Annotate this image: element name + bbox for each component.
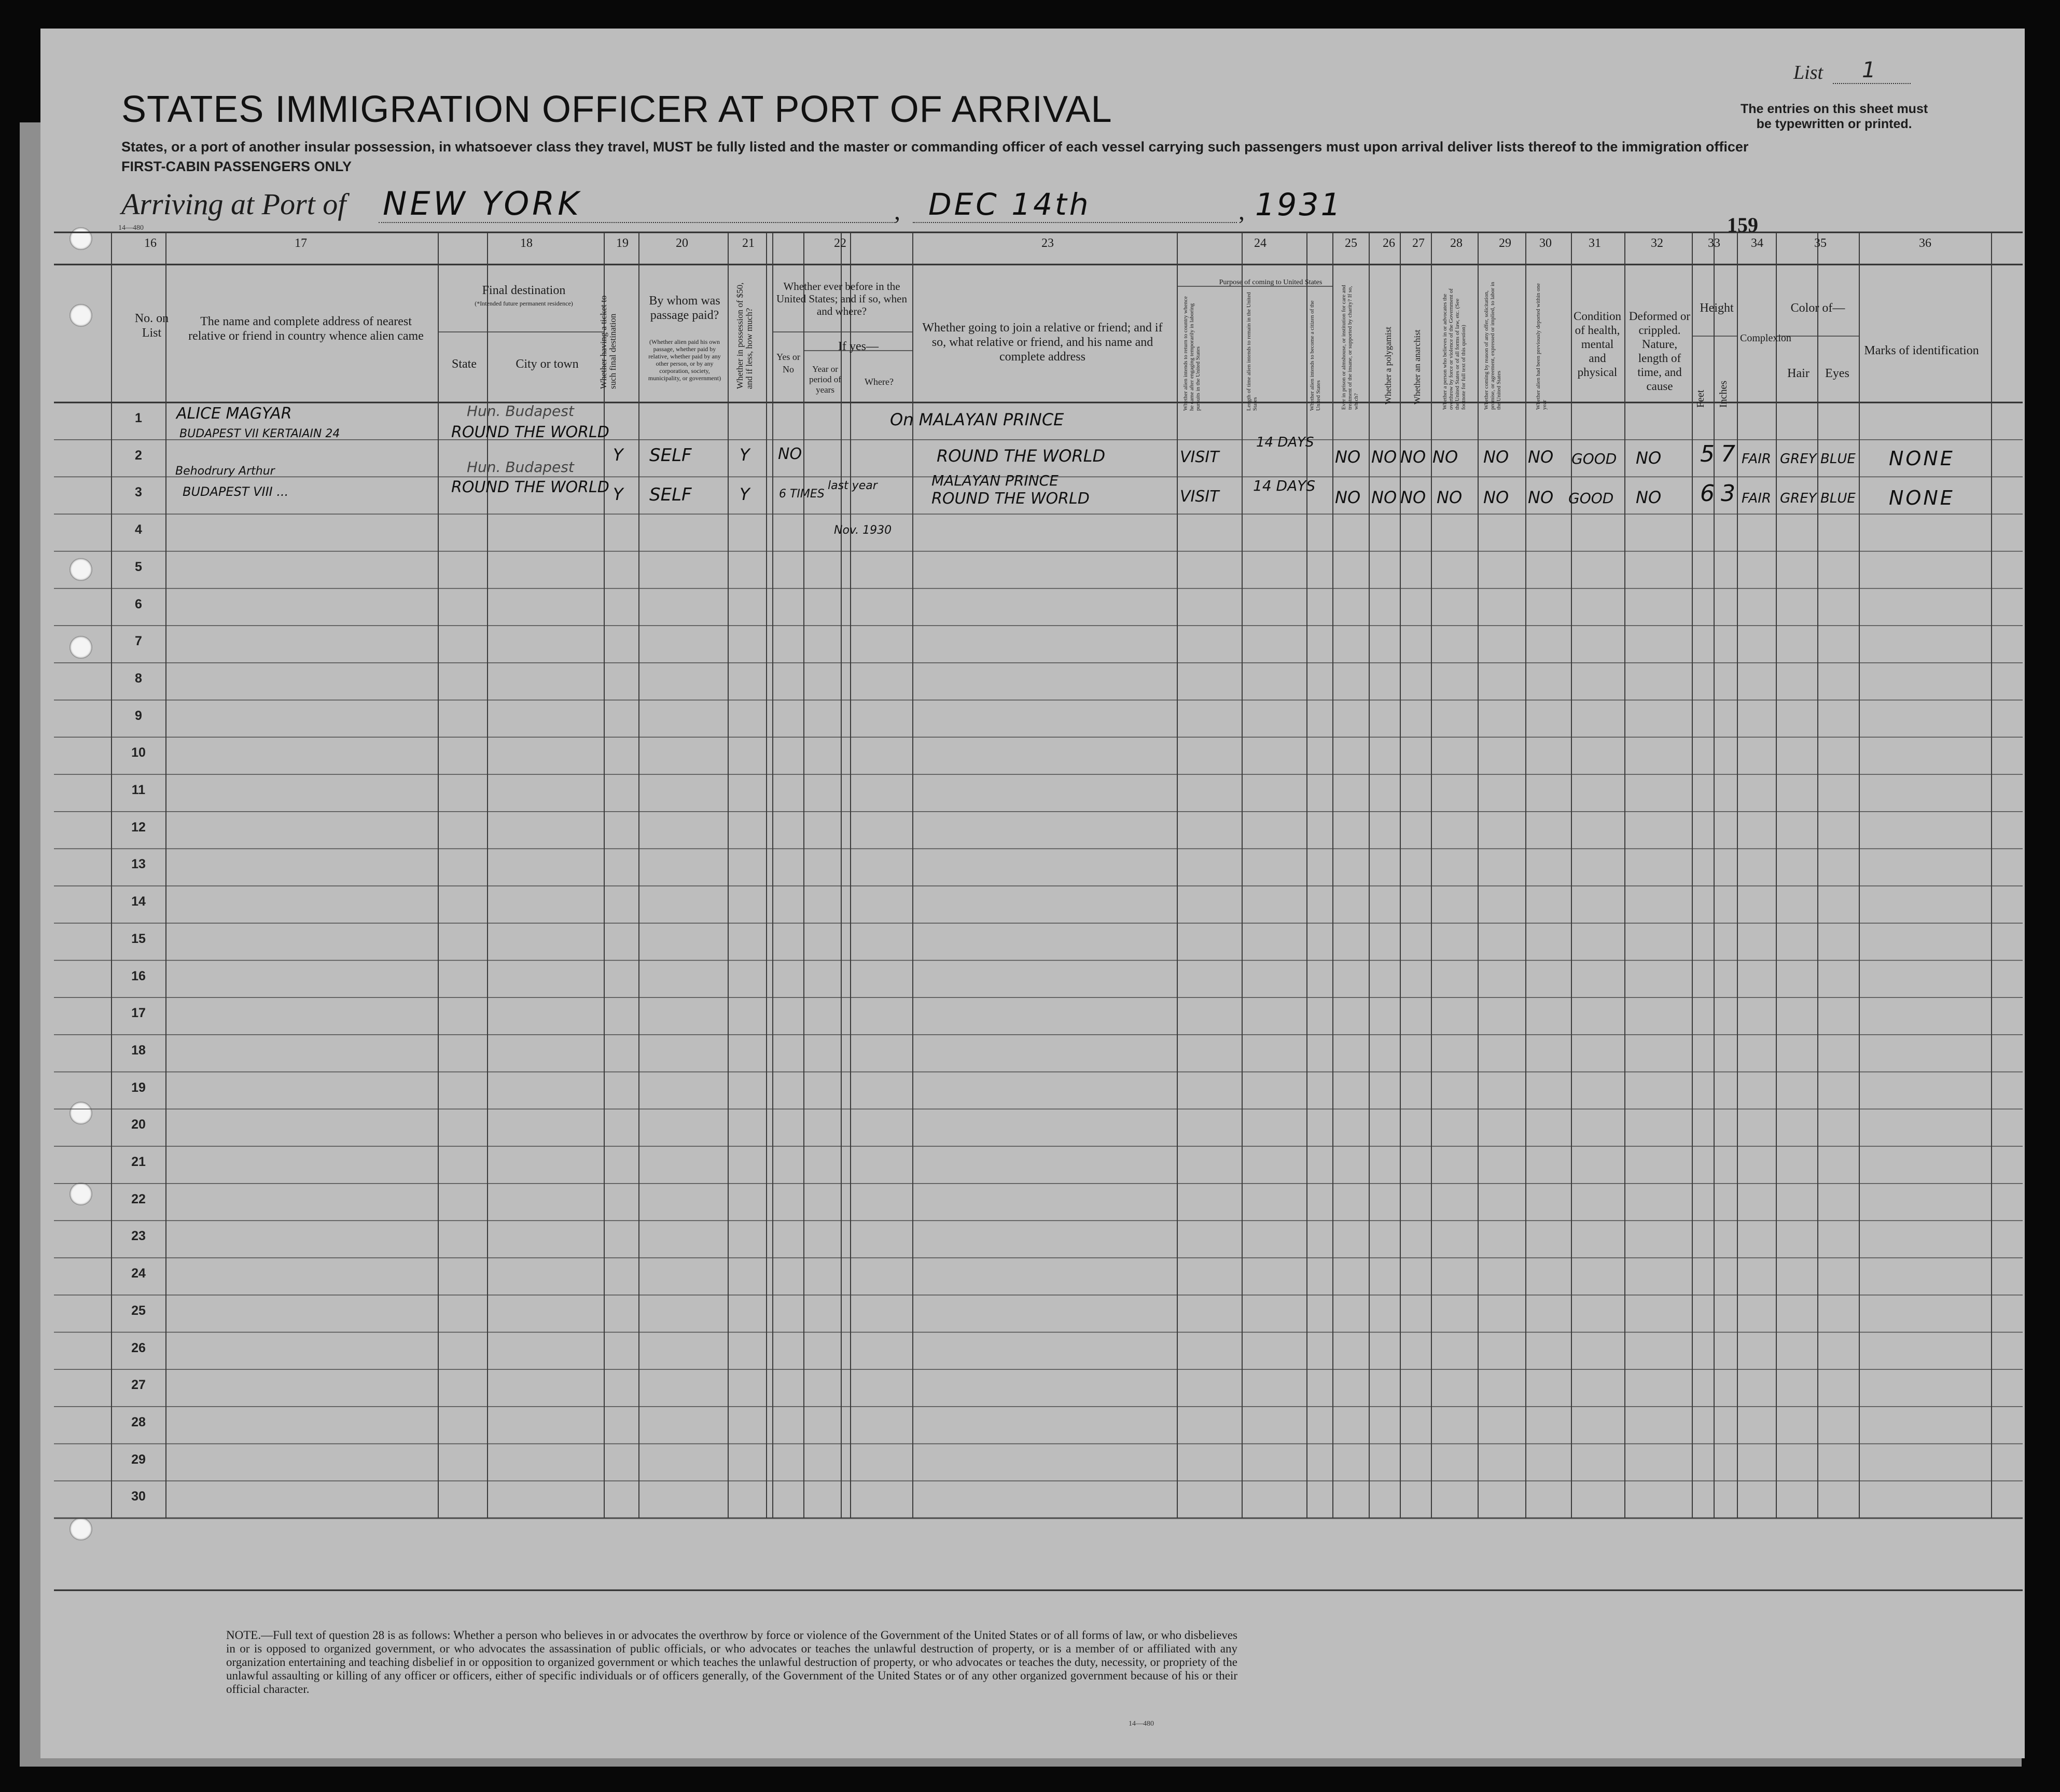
footer-code: 14—480 — [1129, 1720, 1154, 1728]
row2-health: GOOD — [1568, 490, 1614, 507]
header-feet: Feet — [1695, 390, 1706, 408]
row2-before-where: Nov. 1930 — [834, 524, 892, 537]
row-number: 30 — [131, 1489, 146, 1504]
row-number: 16 — [131, 968, 146, 983]
row-number: 6 — [135, 596, 142, 612]
entries-note-line: be typewritten or printed. — [1756, 117, 1912, 131]
list-number: 1 — [1862, 57, 1876, 82]
column-number: 26 — [1383, 237, 1395, 250]
header-purpose-return: Whether alien intends to return to country whence he came after engaging temporarily in laboring pursuits in the United States — [1182, 296, 1201, 411]
header-final-destination-note: (*Intended future permanent residence) — [475, 300, 573, 307]
row-number: 4 — [135, 522, 142, 537]
row-number: 17 — [131, 1006, 146, 1021]
row-number: 7 — [135, 634, 142, 649]
header-purpose: Purpose of coming to United States — [1219, 279, 1323, 286]
row-number: 2 — [135, 448, 142, 463]
column-number: 32 — [1651, 237, 1663, 250]
row-number: 9 — [135, 708, 142, 723]
column-number: 36 — [1919, 237, 1931, 250]
row-number: 3 — [135, 485, 142, 500]
column-number: 23 — [1041, 237, 1054, 250]
header-if-yes: If yes— — [838, 340, 879, 353]
row-number: 19 — [131, 1080, 146, 1095]
page-title: STATES IMMIGRATION OFFICER AT PORT OF ARRIVAL — [121, 89, 1112, 130]
row2-inches: 3 — [1721, 480, 1735, 507]
row-number: 13 — [131, 857, 146, 872]
header-q30: Whether alien had been previously deported within one year — [1535, 283, 1548, 410]
row1-paid-by: SELF — [649, 445, 692, 466]
header-eyes: Eyes — [1825, 367, 1849, 380]
row1-q28: NO — [1432, 447, 1458, 467]
row-number: 12 — [131, 819, 146, 835]
header-q29: Whether coming by reason of any offer, solicitation, promise, or agreement, expressed or implied, to labor in the United States — [1483, 282, 1502, 410]
header-height: Height — [1700, 301, 1734, 315]
header-hair: Hair — [1787, 367, 1810, 380]
column-number: 20 — [676, 237, 688, 250]
row-number: 11 — [131, 783, 146, 797]
header-purpose-citizen: Whether alien intends to become a citizen of the United States — [1309, 300, 1321, 411]
header-purpose-length: Length of time alien intends to remain in the United States — [1246, 292, 1258, 411]
header-polygamist: Whether a polygamist — [1383, 326, 1393, 405]
row1-hair: GREY — [1780, 451, 1817, 467]
column-number: 35 — [1814, 237, 1827, 250]
entries-note-line: The entries on this sheet must — [1741, 102, 1928, 116]
row2-destination: ROUND THE WORLD — [451, 478, 609, 496]
row-number: 8 — [135, 671, 142, 686]
row1-before: NO — [778, 445, 802, 463]
header-marks: Marks of identification — [1864, 344, 1979, 357]
row2-fifty: Y — [740, 484, 750, 504]
row1-prison: NO — [1335, 447, 1361, 467]
column-number: 25 — [1345, 237, 1357, 250]
header-ticket: Whether having a ticket to such final destination — [598, 295, 618, 389]
column-number: 31 — [1589, 237, 1601, 250]
row1-q30: NO — [1528, 447, 1554, 467]
row2-feet: 6 — [1700, 480, 1715, 507]
header-color-of: Color of— — [1790, 301, 1845, 315]
column-number: 28 — [1450, 237, 1463, 250]
row1-polygamist: NO — [1371, 447, 1397, 467]
row-number: 22 — [131, 1191, 146, 1206]
row1-relative-address: BUDAPEST VII KERTAIAIN 24 — [179, 427, 340, 440]
column-number: 27 — [1412, 237, 1425, 250]
row2-length: 14 DAYS — [1253, 477, 1316, 494]
header-state: State — [452, 357, 477, 371]
row2-q28: NO — [1437, 488, 1463, 507]
row2-complexion: FAIR — [1742, 491, 1771, 506]
column-number: 24 — [1254, 237, 1266, 250]
header-deformed: Deformed or crippled. Nature, length of time, and cause — [1628, 310, 1691, 393]
date-value: DEC 14th — [928, 187, 1091, 222]
row-number: 5 — [135, 559, 142, 574]
row-number: 18 — [131, 1043, 146, 1058]
row1-anarchist: NO — [1400, 447, 1426, 467]
comma: , — [1238, 198, 1245, 225]
row2-destination-note: Hun. Budapest — [467, 459, 574, 476]
row2-before-period: last year — [828, 479, 878, 492]
form-code: 14—480 — [118, 224, 144, 232]
footnote: NOTE.—Full text of question 28 is as follows: Whether a person who believes in or advocates the overthrow by force or violence of the Government of the United States or of all forms of law, or who disbelieves in or is opposed to organized government, or who advocates the assassination of public officials, or who advocates or teaches the unlawful destruction of property, or is a member of or affiliated with any organization entertaining and teaching disbelief in or opposition to organized government or which teaches the unlawful destruction of property, or who advocates or teaches the duty, necessity, or propriety of the unlawful assaulting or killing of any officer or officers, either of specific individuals or of officers generally, of the Government of the United States or of any other organized government because of his or their official character. — [226, 1629, 1237, 1696]
row-number: 15 — [131, 931, 146, 946]
row1-q29: NO — [1483, 447, 1509, 467]
row1-inches: 7 — [1721, 441, 1735, 467]
row1-joining-ship: On MALAYAN PRINCE — [890, 410, 1064, 429]
header-joining: Whether going to join a relative or friend; and if so, what relative or friend, and his name and complete address — [922, 321, 1163, 364]
row1-relative-name: ALICE MAGYAR — [176, 405, 292, 423]
row-number: 25 — [131, 1303, 146, 1318]
row2-q30: NO — [1528, 488, 1554, 507]
row1-deformed: NO — [1636, 448, 1662, 468]
instruction-text: States, or a port of another insular possession, in whatsoever class they travel, MUST be fully listed and the master or commanding officer of each vessel carrying such passengers must upon arrival deliver lists thereof to the immigration officer — [121, 139, 1749, 155]
header-fifty-dollars: Whether in possession of $50, and if less, how much? — [735, 282, 754, 389]
row-number: 20 — [131, 1117, 146, 1132]
header-prison: Ever in prison or almshouse, or institution for care and treatment of the insane, or supported by charity? If so, which? — [1341, 285, 1359, 410]
row1-eyes: BLUE — [1820, 451, 1856, 467]
column-number: 16 — [144, 237, 157, 250]
row1-joining: ROUND THE WORLD — [937, 446, 1106, 466]
sheet-number: 159 — [1727, 213, 1758, 237]
arriving-label: Arriving at Port of — [121, 187, 346, 221]
header-city: City or town — [516, 357, 579, 371]
row2-joining-ship: MALAYAN PRINCE — [931, 472, 1059, 489]
header-yes-no: Yes or No — [776, 352, 800, 374]
row2-purpose: VISIT — [1180, 488, 1219, 506]
header-condition: Condition of health, mental and physical — [1573, 310, 1621, 379]
header-passage-note: (Whether alien paid his own passage, whether paid by relative, whether paid by any other person, or by any corporation, society, municipality, or government) — [648, 338, 721, 382]
row-number: 24 — [131, 1266, 146, 1281]
row2-ticket: Y — [613, 484, 623, 504]
column-number: 34 — [1751, 237, 1763, 250]
port-value: NEW YORK — [383, 185, 582, 223]
column-number: 17 — [295, 237, 307, 250]
row2-deformed: NO — [1636, 488, 1662, 507]
row2-before: 6 TIMES — [779, 488, 825, 501]
row1-marks: NONE — [1889, 447, 1955, 470]
row2-eyes: BLUE — [1820, 491, 1856, 506]
header-nearest-relative: The name and complete address of nearest relative or friend in country whence alien came — [188, 315, 424, 343]
row-number: 26 — [131, 1340, 146, 1355]
header-final-destination: Final destination — [482, 284, 566, 297]
column-number: 18 — [520, 237, 533, 250]
comma: , — [894, 198, 900, 225]
row1-purpose: VISIT — [1180, 448, 1219, 466]
year-value: 1931 — [1255, 187, 1343, 223]
row2-joining: ROUND THE WORLD — [931, 490, 1090, 508]
column-number: 21 — [742, 237, 755, 250]
row1-feet: 5 — [1700, 441, 1715, 467]
cabin-class: FIRST-CABIN PASSENGERS ONLY — [121, 159, 352, 174]
list-label: List — [1793, 62, 1824, 84]
header-year-period: Year or period of years — [809, 364, 841, 395]
row2-q29: NO — [1483, 488, 1509, 507]
row-number: 21 — [131, 1155, 146, 1169]
row2-relative-name: Behodrury Arthur — [175, 465, 275, 478]
row2-prison: NO — [1335, 488, 1361, 507]
header-before-in-us: Whether ever before in the United States; and if so, when and where? — [776, 280, 907, 317]
header-passage-paid: By whom was passage paid? — [649, 294, 720, 322]
header-inches: Inches — [1718, 380, 1729, 408]
column-number: 30 — [1539, 237, 1552, 250]
header-where: Where? — [865, 377, 894, 387]
row1-destination: ROUND THE WORLD — [451, 423, 609, 441]
row-number: 23 — [131, 1229, 146, 1244]
row2-relative-address: BUDAPEST VIII ... — [183, 484, 289, 499]
row-number: 1 — [135, 411, 142, 425]
row-number: 29 — [131, 1452, 146, 1467]
header-anarchist: Whether an anarchist — [1412, 329, 1422, 405]
column-number: 22 — [834, 237, 846, 250]
header-complexion: Complexion — [1740, 332, 1791, 344]
row-number: 14 — [131, 894, 146, 909]
row2-polygamist: NO — [1371, 488, 1397, 507]
row-number: 10 — [131, 745, 146, 760]
header-q28: Whether a person who believes in or advocates the overthrow by force or violence of the Government of the United States or of all forms of law, etc. (See footnote for full text of this question) — [1442, 288, 1467, 410]
column-number: 19 — [616, 237, 629, 250]
row2-hair: GREY — [1780, 491, 1817, 506]
column-number: 29 — [1499, 237, 1511, 250]
row-number: 28 — [131, 1414, 146, 1429]
row2-marks: NONE — [1889, 487, 1955, 509]
row-number: 27 — [131, 1378, 146, 1393]
row2-anarchist: NO — [1400, 488, 1426, 507]
row1-health: GOOD — [1571, 450, 1617, 467]
row2-paid-by: SELF — [649, 484, 692, 505]
column-number: 33 — [1708, 237, 1720, 250]
row1-fifty: Y — [740, 445, 750, 465]
row1-ticket: Y — [613, 445, 623, 465]
row1-length: 14 DAYS — [1256, 435, 1314, 450]
row1-destination-note: Hun. Budapest — [467, 402, 574, 420]
row1-complexion: FAIR — [1742, 451, 1771, 467]
header-no-on-list: No. on List — [134, 312, 169, 340]
